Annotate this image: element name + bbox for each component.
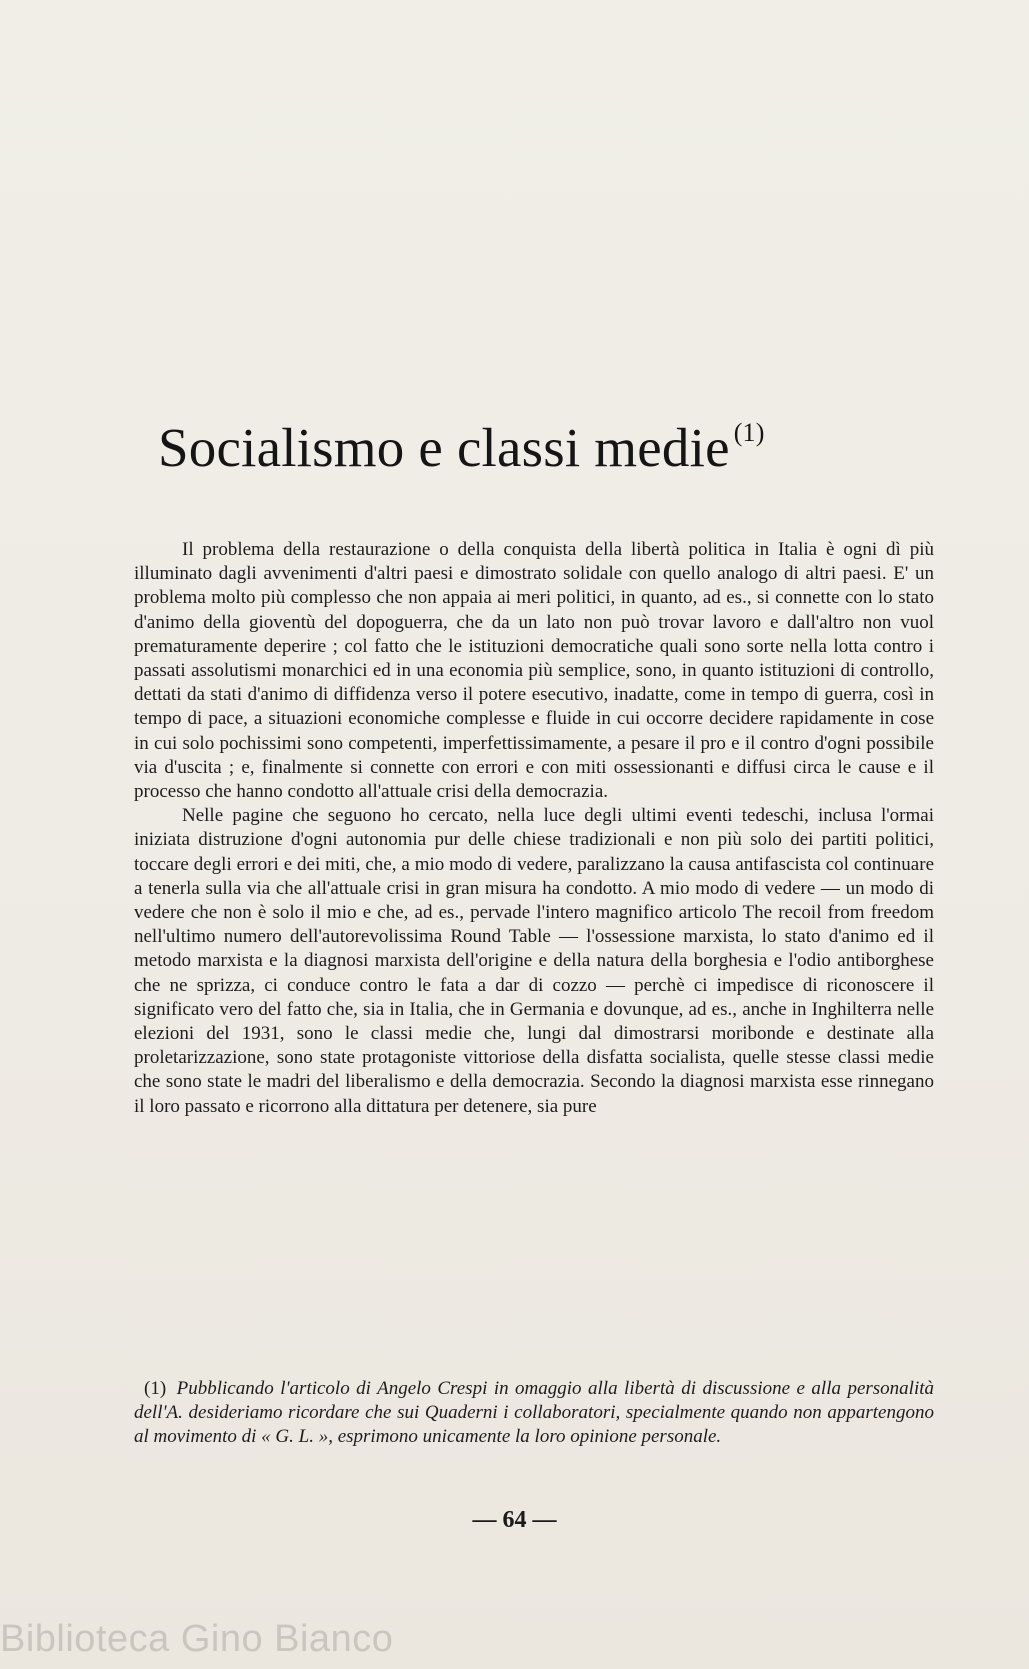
article-title-text: Socialismo e classi medie bbox=[158, 417, 730, 478]
library-watermark: Biblioteca Gino Bianco bbox=[0, 1618, 394, 1660]
paragraph-2: Nelle pagine che seguono ho cercato, nella luce degli ultimi eventi tedeschi, inclusa l'ormai iniziata distruzione d'ogni autonomia pur delle chiese tradizionali e non più solo dei partiti politici, toccare degli errori e dei miti, che, a mio modo di vedere, paralizzano la causa antifascista col continuare a tenerla sulla via che all'attuale crisi in gran misura ha condotto. A mio modo di vedere — un modo di vedere che non è solo il mio e che, ad es., pervade l'intero magnifico articolo The recoil from freedom nell'ultimo numero dell'autorevolissima Round Table — l'ossessione marxista, lo stato d'animo ed il metodo marxista e la diagnosi marxista dell'origine e della natura della borghesia e l'odio antiborghese che ne sprizza, ci conduce contro le fata a dar di cozzo — perchè ci impedisce di riconoscere il significato vero del fatto che, sia in Italia, che in Germania e dovunque, ad es., anche in Inghilterra nelle elezioni del 1931, sono le classi medie che, lungi dal dimostrarsi moribonde e destinate alla proletarizzazione, sono state protagoniste vittoriose della disfatta socialista, quelle stesse classi medie che sono state le madri del liberalismo e della democrazia. Secondo la diagnosi marxista esse rinnegano il loro passato e ricorrono alla dittatura per detenere, sia pure bbox=[134, 805, 934, 1117]
title-footnote-mark: (1) bbox=[733, 417, 765, 447]
footnote-text: Pubblicando l'articolo di Angelo Crespi in omaggio alla libertà di discussione e alla personalità dell'A. desideriamo ricordare che sui Quaderni i collaboratori, specialmente quando non appartengono al movimento di « G. L. », esprimono unicamente la loro opinione personale. bbox=[134, 1378, 935, 1447]
paragraph-1: Il problema della restaurazione o della conquista della libertà politica in Italia è ogni dì più illuminato dagli avvenimenti d'altri paesi e dimostrato solidale con quello analogo di altri paesi. E' un problema molto più complesso che non appaia ai meri politici, in quanto, ad es., si connette con lo stato d'animo della gioventù del dopoguerra, che da un lato non può trovar lavoro e dall'altro non vuol prematuramente deperire ; col fatto che le istituzioni democratiche quali sono sorte nella lotta contro i passati assolutismi monarchici ed in una economia più semplice, sono, in quanto istituzioni di controllo, dettati da stati d'animo di diffidenza verso il potere esecutivo, inadatte, come in tempo di guerra, così in tempo di pace, a situazioni economiche complesse e fluide in cui occorre decidere rapidamente in cose in cui solo pochissimi sono competenti, imperfettissimamente, a pesare il pro e il contro d'ogni possibile via d'uscita ; e, finalmente si connette con errori e con miti ossessionanti e diffusi circa le cause e il processo che hanno condotto all'attuale crisi della democrazia. bbox=[134, 539, 934, 803]
article-title bbox=[158, 417, 938, 478]
article-body bbox=[134, 538, 934, 1119]
footnote-mark: (1) bbox=[144, 1378, 167, 1399]
page-number: — 64 — bbox=[472, 1507, 557, 1533]
footnote bbox=[134, 1377, 934, 1449]
